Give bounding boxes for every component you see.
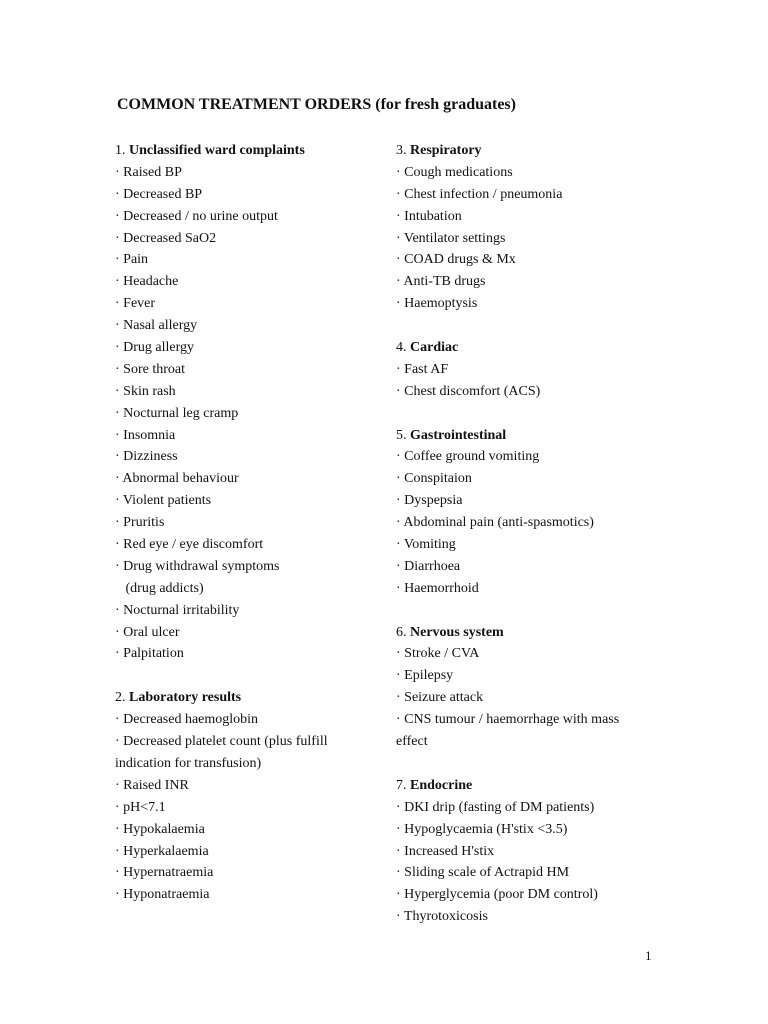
list-item: · Drug allergy	[115, 340, 195, 356]
list-item: · Decreased BP	[115, 186, 203, 202]
list-item: · Raised INR	[115, 777, 189, 793]
list-item: effect	[396, 734, 428, 750]
page-title	[117, 96, 516, 114]
list-item: · Epilepsy	[396, 668, 454, 684]
section-title: Nervous system	[410, 624, 504, 640]
section-title: Endocrine	[410, 777, 473, 793]
list-item: · Pruritis	[115, 515, 165, 531]
list-item: · CNS tumour / haemorrhage with mass	[396, 712, 620, 728]
list-item: · Decreased haemoglobin	[115, 712, 259, 728]
list-item: · Vomiting	[396, 537, 456, 553]
list-item: · Sliding scale of Actrapid HM	[396, 865, 570, 881]
list-item: · Hypoglycaemia (H'stix <3.5)	[396, 821, 568, 837]
list-item: · DKI drip (fasting of DM patients)	[396, 799, 595, 815]
section-number: 6.	[396, 624, 407, 640]
list-item: · Sore throat	[115, 361, 185, 377]
section-spacer	[115, 665, 365, 687]
list-item: · Abdominal pain (anti-spasmotics)	[396, 515, 594, 531]
section-heading	[396, 337, 646, 359]
list-item: · Headache	[115, 274, 179, 290]
section-title: Gastrointestinal	[410, 427, 507, 443]
section-title: Respiratory	[410, 143, 482, 158]
list-item: · Hyperglycemia (poor DM control)	[396, 887, 598, 903]
section-title: Unclassified ward complaints	[129, 143, 305, 158]
list-item: · Fever	[115, 296, 156, 312]
section-number: 7.	[396, 777, 407, 793]
list-item: · Pain	[115, 252, 149, 268]
list-item: · Hyperkalaemia	[115, 843, 209, 859]
list-item: · Red eye / eye discomfort	[115, 537, 264, 553]
list-item: · Thyrotoxicosis	[396, 909, 488, 925]
list-item: · Decreased / no urine output	[115, 208, 278, 224]
list-item: · COAD drugs & Mx	[396, 252, 516, 268]
section-number: 2.	[115, 690, 126, 706]
list-item: · Nasal allergy	[115, 318, 198, 334]
list-item: · Diarrhoea	[396, 558, 461, 574]
section-title: Laboratory results	[129, 690, 242, 706]
section-number: 5.	[396, 427, 407, 443]
list-item: · Dyspepsia	[396, 493, 463, 509]
list-item: · Haemorrhoid	[396, 580, 479, 596]
list-item: · Raised BP	[115, 164, 182, 180]
list-item: · Nocturnal irritability	[115, 602, 240, 618]
section-spacer	[396, 753, 646, 775]
section-heading	[115, 140, 365, 162]
list-item: · Chest discomfort (ACS)	[396, 383, 541, 399]
list-item: · Hypernatraemia	[115, 865, 214, 881]
list-item: · Abnormal behaviour	[115, 471, 239, 487]
title-main: COMMON TREATMENT ORDERS	[117, 96, 372, 113]
section-title: Cardiac	[410, 340, 459, 356]
section-number: 1.	[115, 143, 126, 158]
section-number: 3.	[396, 143, 407, 158]
list-item: · Decreased platelet count (plus fulfill	[115, 734, 328, 750]
section-heading	[396, 775, 646, 797]
list-item: · Hypokalaemia	[115, 821, 205, 837]
list-item: · Anti-TB drugs	[396, 274, 486, 290]
section-spacer	[396, 600, 646, 622]
list-item: · Seizure attack	[396, 690, 484, 706]
list-item: · Nocturnal leg cramp	[115, 405, 239, 421]
list-item: · Dizziness	[115, 449, 178, 465]
list-item: · Palpitation	[115, 646, 184, 662]
list-item: · Stroke / CVA	[396, 646, 480, 662]
list-item: · Drug withdrawal symptoms	[115, 558, 280, 574]
list-item: · Ventilator settings	[396, 230, 506, 246]
section-number: 4.	[396, 340, 407, 356]
list-item: · Increased H'stix	[396, 843, 495, 859]
page-number: 1	[645, 948, 652, 963]
list-item: · Chest infection / pneumonia	[396, 186, 563, 202]
list-item: · pH<7.1	[115, 799, 166, 815]
list-item: · Coffee ground vomiting	[396, 449, 540, 465]
list-item: · Decreased SaO2	[115, 230, 217, 246]
section-heading	[396, 140, 646, 162]
section-heading	[396, 425, 646, 447]
list-item: · Intubation	[396, 208, 462, 224]
list-item: indication for transfusion)	[115, 755, 262, 771]
list-item: · Conspitaion	[396, 471, 472, 487]
list-item: · Fast AF	[396, 361, 449, 377]
list-item: · Cough medications	[396, 164, 513, 180]
list-item: · Haemoptysis	[396, 296, 478, 312]
list-item: · Insomnia	[115, 427, 176, 443]
right-column	[396, 140, 646, 928]
list-item: · Oral ulcer	[115, 624, 180, 640]
title-subtitle: (for fresh graduates)	[375, 96, 516, 113]
section-heading	[115, 687, 365, 709]
list-item: · Skin rash	[115, 383, 176, 399]
list-item: (drug addicts)	[115, 580, 204, 596]
section-spacer	[396, 315, 646, 337]
section-spacer	[396, 403, 646, 425]
left-column	[115, 140, 365, 906]
section-heading	[396, 622, 646, 644]
list-item: · Violent patients	[115, 493, 212, 509]
list-item: · Hyponatraemia	[115, 887, 210, 903]
